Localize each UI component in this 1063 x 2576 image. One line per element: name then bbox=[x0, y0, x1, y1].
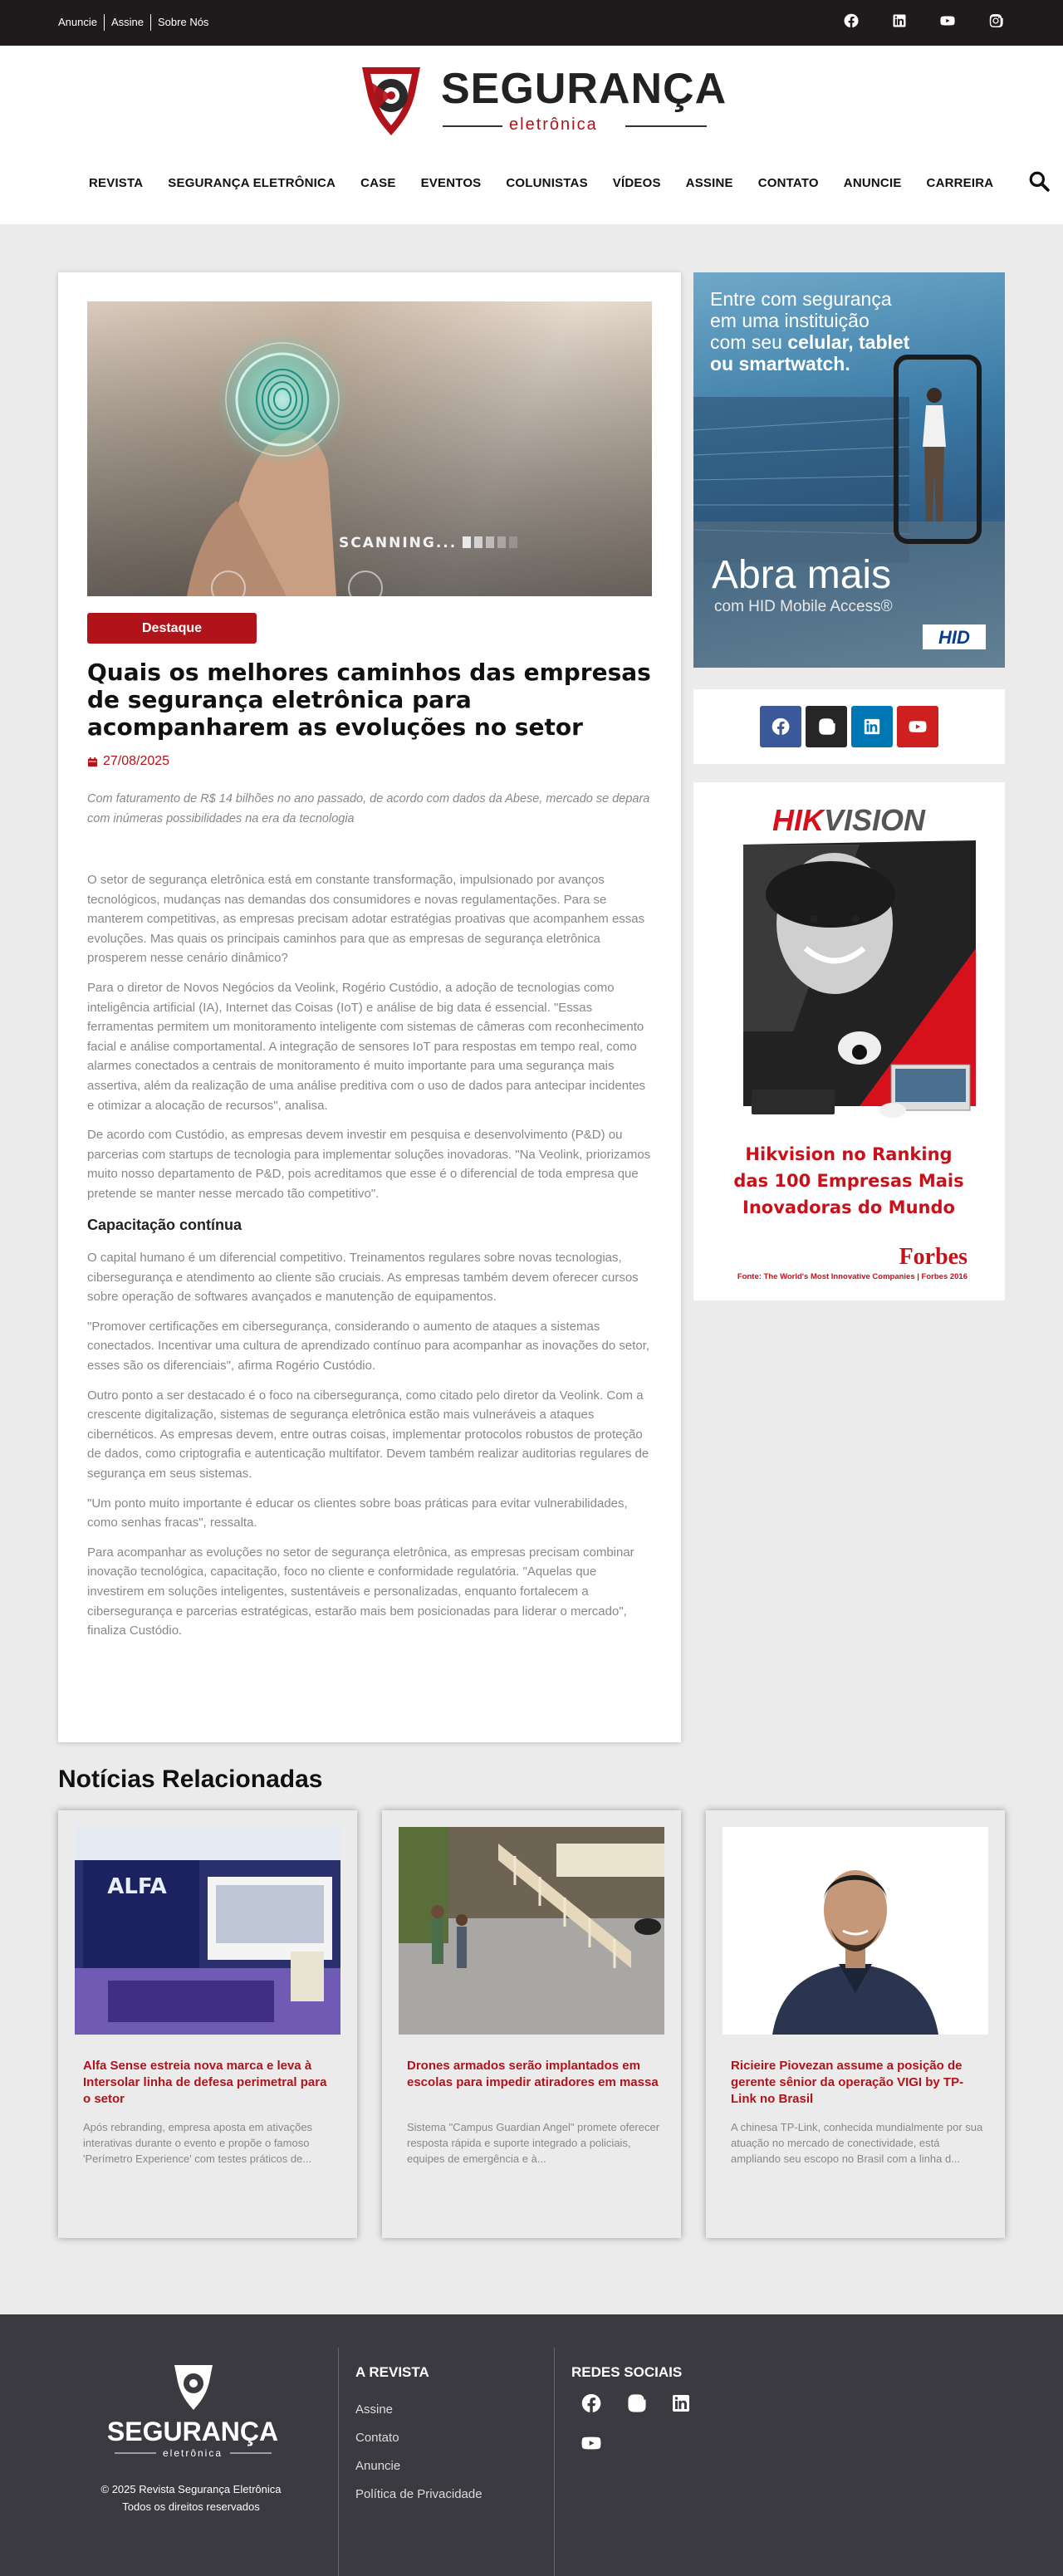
hik-headline-2: das 100 Empresas Mais bbox=[733, 1171, 964, 1191]
search-icon[interactable] bbox=[1028, 170, 1050, 195]
hid-ad-line-3a: com seu bbox=[710, 331, 788, 353]
article-title: Quais os melhores caminhos das empresas de segurança eletrônica para acompanharem as evoluções no setor bbox=[87, 659, 651, 741]
related-card[interactable] bbox=[706, 1810, 1005, 2238]
linkedin-icon[interactable] bbox=[671, 2393, 691, 2413]
footer-divider bbox=[338, 2348, 339, 2576]
site-header bbox=[0, 46, 1063, 224]
hik-brand-b: VISION bbox=[823, 803, 926, 837]
article-date-text: 27/08/2025 bbox=[103, 754, 170, 768]
article-paragraph: "Um ponto muito importante é educar os clientes sobre boas práticas para evitar vulnerabilidades, como senhas fracas", ressalta. bbox=[87, 1496, 628, 1530]
hik-source-note: Fonte: The World's Most Innovative Companies | Forbes 2016 bbox=[737, 1272, 967, 1281]
hid-ad-subline: com HID Mobile Access® bbox=[714, 598, 893, 615]
footer-logo-name: SEGURANÇA bbox=[108, 2417, 278, 2446]
svg-text:com seu celular, tablet bbox=[710, 331, 910, 353]
fingerprint-scan-illustration bbox=[87, 301, 652, 596]
article-paragraph: Para o diretor de Novos Negócios da Veolink, Rogério Custódio, a adoção de tecnologias como inteligência artificial (IA), Internet das Coisas (IoT) e análise de big data é essencial. "Essas ferramentas permitem um monitoramento inteligente com sistemas de câmeras com reconhecimento facial e análise comportamental. A integração de sensores IoT para respostas em tempo real, como alarmes conectados a centrais de monitoramento é muito importante para uma segurança mais assertiva, além da realização de uma análise preditiva com o uso de dados para antecipar incidentes e otimizar a alocação de recursos", analisa. bbox=[87, 980, 646, 1113]
nav-item-revista[interactable]: REVISTA bbox=[89, 175, 144, 190]
hid-ad-line-3b: celular, tablet bbox=[787, 331, 910, 353]
logo-name: SEGURANÇA bbox=[441, 65, 727, 113]
footer-social-links bbox=[581, 2393, 714, 2453]
article-paragraph: "Promover certificações em cibersegurança, considerando o aumento de ataques a sistemas conectados. Incentivar uma cultura de aprendizado contínuo para acompanhar as inovações do setor, esses são os diferenciais", afirma Rogério Custódio. bbox=[87, 1319, 650, 1374]
related-card-image bbox=[399, 1827, 664, 2035]
facebook-icon[interactable] bbox=[844, 13, 859, 28]
related-card-title: Ricieire Piovezan assume a posição de gerente sênior da operação VIGI by TP-Link no Brasil bbox=[731, 2059, 964, 2106]
nav-item-carreira[interactable]: CARREIRA bbox=[926, 175, 994, 190]
youtube-icon[interactable] bbox=[940, 13, 955, 28]
youtube-icon[interactable] bbox=[581, 2433, 601, 2453]
related-card-image bbox=[75, 1827, 340, 2035]
logo-line-left bbox=[443, 125, 502, 127]
related-card-excerpt: A chinesa TP-Link, conhecida mundialmente por sua atuação no mercado de conectividade, está ampliando seu escopo no Brasil com a linha d... bbox=[731, 2121, 983, 2165]
top-link-sobre-nos[interactable]: Sobre Nós bbox=[150, 14, 215, 31]
article-hero-image bbox=[87, 301, 652, 596]
related-card-title: Alfa Sense estreia nova marca e leva à Intersolar linha de defesa perimetral para o setor bbox=[83, 2059, 327, 2106]
footer-link-privacy[interactable]: Política de Privacidade bbox=[355, 2487, 483, 2501]
hik-headline-3: Inovadoras do Mundo bbox=[742, 1197, 955, 1217]
instagram-icon[interactable] bbox=[626, 2393, 646, 2413]
hid-ad-graphic bbox=[693, 272, 1005, 668]
rights-text: Todos os direitos reservados bbox=[122, 2500, 260, 2513]
linkedin-icon[interactable] bbox=[851, 706, 893, 747]
article-paragraph: De acordo com Custódio, as empresas devem investir em pesquisa e desenvolvimento (P&D) ou parcerias com startups de tecnologia para implementar soluções inovadoras. "Na Veolink, priorizamos muito nosso departamento de P&D, pois acreditamos que esse é o diferencial de toda empresa que pretende se manter nesse mercado tão competitivo". bbox=[87, 1128, 651, 1201]
top-link-anuncie[interactable]: Anuncie bbox=[58, 16, 97, 28]
article-paragraph: Outro ponto a ser destacado é o foco na cibersegurança, como citado pelo diretor da Veolink. Com a crescente digitalização, sistemas de segurança eletrônica estão mais vulneráveis a ataques cibernéticos. As empresas devem, entre outras coisas, implementar protocolos robustos de proteção de dados, como criptografia e autenticação multifator. Devem também realizar auditorias regulares de segurança em seus sistemas. bbox=[87, 1388, 649, 1481]
hid-ad-line-2: em uma instituição bbox=[710, 310, 870, 331]
nav-item-contato[interactable]: CONTATO bbox=[757, 175, 819, 190]
footer-link-assine[interactable]: Assine bbox=[355, 2402, 394, 2417]
nav-item-assine[interactable]: ASSINE bbox=[685, 175, 733, 190]
logo-line-right bbox=[625, 125, 707, 127]
logo-shield-icon bbox=[355, 61, 427, 137]
hid-brand-logo: HID bbox=[938, 627, 970, 648]
article-body bbox=[87, 870, 652, 1651]
sidebar-social-box bbox=[693, 689, 1005, 764]
youtube-icon[interactable] bbox=[897, 706, 938, 747]
sidebar-social-buttons bbox=[760, 706, 938, 747]
related-card[interactable] bbox=[382, 1810, 681, 2238]
article-lead: Com faturamento de R$ 14 bilhões no ano passado, de acordo com dados da Abese, mercado se depara com inúmeras possibilidades na era da tecnologia bbox=[87, 792, 650, 825]
hid-advertisement[interactable] bbox=[693, 272, 1005, 668]
footer-logo-sub: eletrônica bbox=[162, 2447, 223, 2459]
instagram-icon[interactable] bbox=[806, 706, 847, 747]
related-card-excerpt: Após rebranding, empresa aposta em ativações interativas durante o evento e propõe o famoso 'Perímetro Experience' com testes práticos de... bbox=[83, 2121, 313, 2165]
nav-item-videos[interactable]: VÍDEOS bbox=[612, 175, 661, 190]
footer-col-revista-title: A REVISTA bbox=[355, 2364, 429, 2380]
booth-sign-text: ALFA bbox=[107, 1874, 167, 1899]
nav-item-case[interactable]: CASE bbox=[360, 175, 396, 190]
article-paragraph: O capital humano é um diferencial competitivo. Treinamentos regulares sobre novas tecnologias, cibersegurança e atendimento ao cliente são cruciais. As empresas também devem oferecer cursos sobre operação de softwares avançados e manutenção de equipamentos. bbox=[87, 1251, 639, 1305]
footer-link-anuncie[interactable]: Anuncie bbox=[355, 2459, 401, 2473]
featured-badge[interactable]: Destaque bbox=[87, 613, 257, 644]
footer-logo[interactable] bbox=[108, 2360, 278, 2460]
top-bar bbox=[0, 0, 1063, 46]
hid-ad-line-4: ou smartwatch. bbox=[710, 353, 850, 375]
site-logo[interactable] bbox=[355, 61, 727, 139]
main-nav bbox=[89, 170, 1050, 195]
nav-item-eventos[interactable]: EVENTOS bbox=[420, 175, 482, 190]
footer-divider bbox=[554, 2348, 555, 2576]
related-card-image bbox=[723, 1827, 988, 2035]
footer-col-social-title: REDES SOCIAIS bbox=[571, 2364, 683, 2380]
related-card[interactable] bbox=[58, 1810, 357, 2238]
svg-text:HIKVISION bbox=[772, 803, 926, 837]
footer-link-contato[interactable]: Contato bbox=[355, 2431, 399, 2445]
hik-brand-a: HIK bbox=[772, 803, 824, 837]
hikvision-advertisement[interactable] bbox=[693, 782, 1005, 1300]
nav-item-colunistas[interactable]: COLUNISTAS bbox=[506, 175, 588, 190]
hid-ad-headline: Abra mais bbox=[712, 553, 892, 597]
article-paragraph: Para acompanhar as evoluções no setor de segurança eletrônica, as empresas precisam combinar inovação tecnológica, capacitação, foco no cliente e conformidade regulatória. "Aquelas que investirem em soluções inteligentes, sustentáveis e personalizadas, enquanto fortalecem a cibersegurança e parcerias estratégicas, estarão mais bem posicionadas para liderar o mercado", finaliza Custódio. bbox=[87, 1545, 634, 1638]
facebook-icon[interactable] bbox=[760, 706, 801, 747]
calendar-icon bbox=[87, 757, 98, 767]
related-card-excerpt: Sistema "Campus Guardian Angel" promete oferecer resposta rápida e suporte integrado a policiais, equipes de emergência e à... bbox=[407, 2121, 660, 2165]
related-news-title: Notícias Relacionadas bbox=[58, 1765, 323, 1793]
logo-subtitle: eletrônica bbox=[509, 115, 598, 134]
hid-ad-line-1: Entre com segurança bbox=[710, 288, 892, 310]
hikvision-ad-graphic bbox=[693, 782, 1005, 1300]
top-links bbox=[58, 14, 215, 31]
article-paragraph: O setor de segurança eletrônica está em constante transformação, impulsionado por avanços tecnológicos, mudanças nas demandas dos consumidores e novas regulamentações. Para se manterem competitivas, as empresas precisam adotar estratégias proativas que acompanhem essas evoluções. Mas quais os principais caminhos para que as empresas de segurança eletrônica prosperem nesse cenário dinâmico? bbox=[87, 873, 645, 966]
copyright-text: © 2025 Revista Segurança Eletrônica bbox=[100, 2483, 282, 2495]
forbes-logo: Forbes bbox=[899, 1244, 967, 1270]
article-card bbox=[58, 272, 681, 1742]
top-social-links bbox=[844, 13, 1003, 28]
footer-links bbox=[355, 2396, 483, 2509]
hik-headline-1: Hikvision no Ranking bbox=[745, 1144, 953, 1164]
hero-scanning-label: SCANNING... bbox=[339, 535, 458, 551]
nav-item-seguranca-eletronica[interactable]: SEGURANÇA ELETRÔNICA bbox=[168, 175, 336, 190]
facebook-icon[interactable] bbox=[581, 2393, 601, 2413]
linkedin-icon[interactable] bbox=[892, 13, 907, 28]
nav-item-anuncie[interactable]: ANUNCIE bbox=[843, 175, 902, 190]
footer-copyright bbox=[50, 2481, 332, 2515]
related-card-title: Drones armados serão implantados em escolas para impedir atiradores em massa bbox=[407, 2059, 659, 2089]
instagram-icon[interactable] bbox=[988, 13, 1003, 28]
article-subheading: Capacitação contínua bbox=[87, 1216, 242, 1233]
top-link-assine[interactable]: Assine bbox=[104, 14, 150, 31]
article-date bbox=[87, 754, 169, 769]
site-footer bbox=[0, 2314, 1063, 2576]
